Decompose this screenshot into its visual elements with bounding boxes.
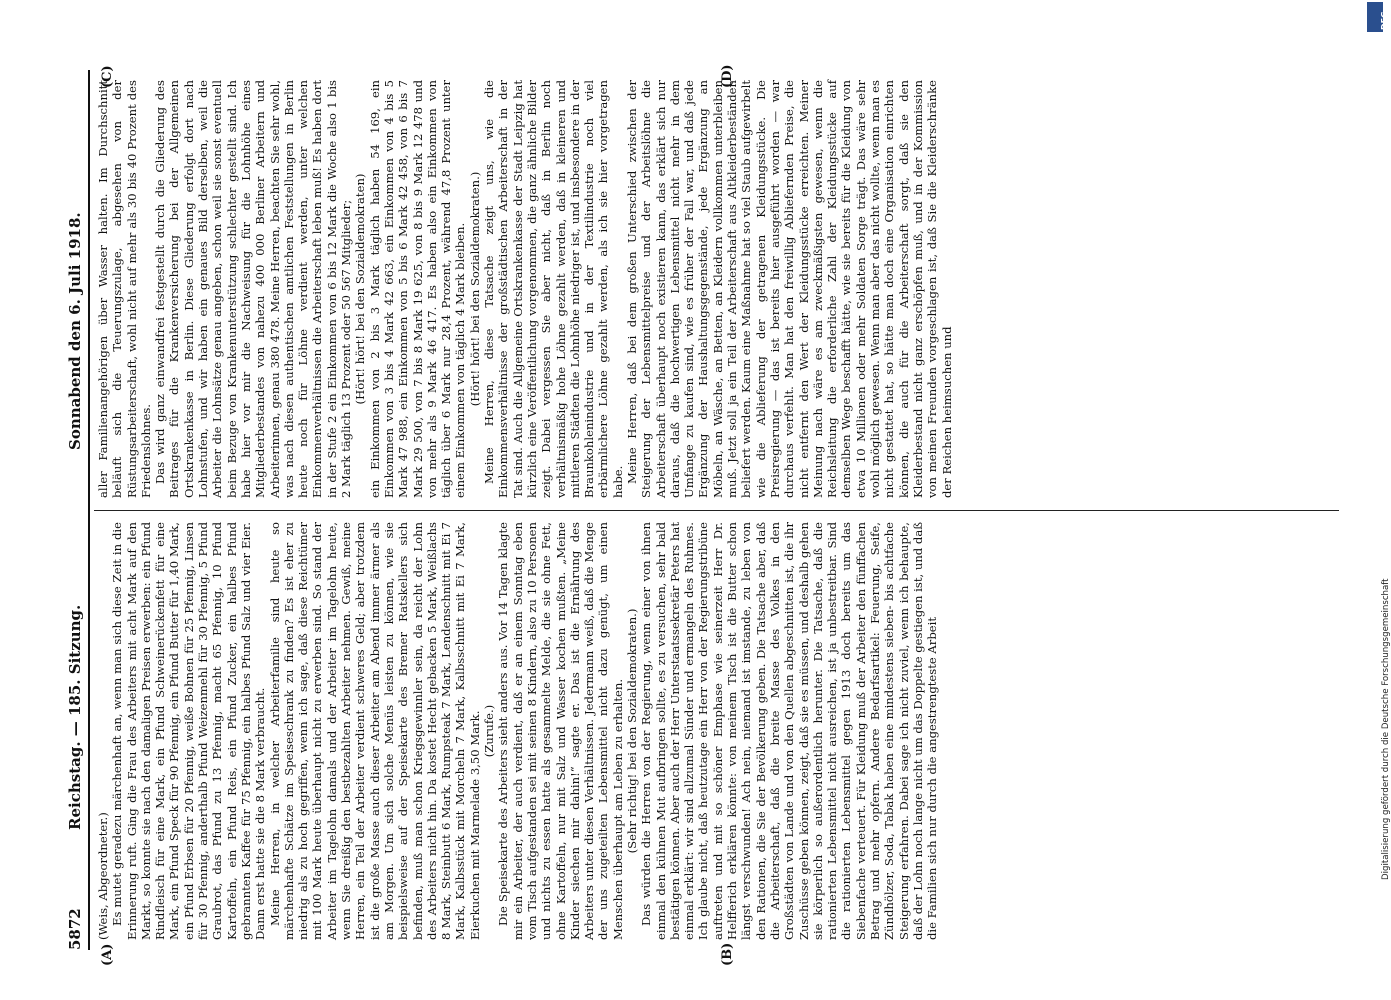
- interjection: (Hört! hört! bei den Sozialdemokraten.): [467, 171, 482, 407]
- paragraph: aller Familienangehörigen über Wasser halten. Im Durchschnitt beläuft sich die Teuerungszulage, abgesehen von der Rüstungsarbeiterschaft, wohl nicht auf mehr als 30 bis 40 Prozent des Friedenslohnes.: [96, 80, 153, 498]
- interjection: (Hört! hört! bei den Sozialdemokraten): [353, 173, 368, 405]
- paragraph: Das würden die Herren von der Regierung, wenn einer von ihnen einmal den kühnen Mut aufbringen sollte, es zu versuchen, sehr bald bestätigen können. Aber auch der Herr Unterstaatssekretär Peters hat einmal erklärt: wir sind allzumal Sünder und ermangeln des Ruhmes. Ich glaube nicht, daß heutzutage ein Herr von der Regierungstribüne auftreten und mit so schöner Emphase wie seinerzeit Herr Dr. Helfferich erklären könnte: von meinem Tisch ist die Butter schon längst verschwunden! Ach nein, niemand ist imstande, zu leben von den Rationen, die Sie der Bevölkerung geben. Die Tatsache aber, daß die Arbeiterschaft, daß die breite Masse des Volkes in den Großstädten von Lande und von den Quellen abgeschnitten ist, die ihr Zuschüsse geben können, zeigt, daß sie es müssen, und deshalb gehen sie körperlich so außerordentlich herunter. Die Tatsache, daß die rationierten Lebensmittel nicht ausreichen, ist ja unbestreitbar. Sind die rationierten Lebensmittel gegen 1913 doch bereits um das Siebenfache verteuert. Für Kleidung muß der Arbeiter den fünffachen Betrag und mehr opfern. Andere Bedarfsartikel: Feuerung, Seife, Zündhölzer, Soda, Tabak haben eine mindestens sieben- bis achtfache Steigerung erfahren. Dabei sage ich nicht zuviel, wenn ich behaupte, daß der Lohn noch lange nicht um das Doppelte gestiegen ist, und daß die Familien sich nur durch die angestrengteste Arbeit: [639, 522, 940, 940]
- interjection: (Sehr richtig! bei den Sozialdemokraten.): [624, 608, 639, 854]
- digitization-sidenote: Digitalisierung gefördert durch die Deutsche Forschungsgemeinschaft: [1381, 578, 1391, 880]
- margin-marker-b: (B): [720, 942, 735, 966]
- speaker-line: (Weis, Abgeordneter.): [96, 812, 110, 940]
- header-rule: [88, 70, 90, 950]
- margin-marker-a: (A): [100, 943, 115, 966]
- paragraph: ein Einkommen von 2 bis 3 Mark täglich haben 54 169, ein Einkommen von 3 bis 4 Mark 42 663, ein Einkommen von 4 bis 5 Mark 47 988, ein Einkommen von 5 bis 6 Mark 42 458, von 6 bis 7 Mark 29 500, von 7 bis 8 Mark 19 625, von 8 bis 9 Mark 12 478 und von mehr als 9 Mark 46 417. Es haben also ein Einkommen von täglich über 6 Mark nur 28,4 Prozent, während 47,8 Prozent unter einem Einkommen von täglich 4 Mark bleiben.: [367, 80, 468, 498]
- paragraph: Es mutet geradezu märchenhaft an, wenn man sich diese Zeit in die Erinnerung ruft. Ging die Frau des Arbeiters mit acht Mark auf den Markt, so konnte sie nach den damaligen Preisen erwerben: ein Pfund Rindfleisch für eine Mark, ein Pfund Schweinerückenfett für eine Mark, ein Pfund Speck für 90 Pfennig, ein Pfund Butter für 1,40 Mark, ein Pfund Erbsen für 20 Pfennig, weiße Bohnen für 25 Pfennig, Linsen für 30 Pfennig, anderthalb Pfund Weizenmehl für 30 Pfennig, 5 Pfund Graubrot, das Pfund zu 13 Pfennig, macht 65 Pfennig, 10 Pfund Kartoffeln, ein Pfund Reis, ein Pfund Zucker, ein halbes Pfund gebrannten Kaffee für 75 Pfennig, ein halbes Pfund Salz und vier Eier. Dann erst hatte sie die 8 Mark verbraucht.: [110, 522, 268, 940]
- margin-marker-c: (C): [100, 65, 115, 88]
- paragraph: Die Speisekarte des Arbeiters sieht anders aus. Vor 14 Tagen klagte mir ein Arbeiter, der auch verdient, daß er an einem Sonntag eben vom Tisch aufgestanden sei mit seinen 8 Kindern, also zu 10 Personen und nichts zu essen hatte als gesammelte Melde, die sie ohne Fett, ohne Kartoffeln, nur mit Salz und Wasser kochen mußten. „Meine Kinder siechen mir dahin!“ sagte er. Das ist die Ernährung des Arbeiters unter diesen Verhältnissen. Jedermann weiß, daß die Menge der uns zugeteilten Lebensmittel nicht dazu genügt, um einen Menschen überhaupt am Leben zu erhalten.: [496, 522, 625, 940]
- paragraph: Meine Herren, diese Tatsache zeigt uns, wie die Einkommensverhältnisse der großstädtischen Arbeiterschaft in der Tat sind. Auch die Allgemeine Ortskrankenkasse der Stadt Leipzig hat kürzlich eine Veröffentlichung vorgenommen, die ganz ähnliche Bilder zeigt. Dabei vergessen Sie aber nicht, daß in Berlin noch verhältnismäßig hohe Löhne gezahlt werden, daß in kleineren und mittleren Städten die Lohnhöhe niedriger ist, und insbesondere in der Braunkohlenindustrie und in der Textilindustrie noch viel erbärmlichere Löhne gezahlt werden, als ich sie hier vorgetragen habe.: [482, 80, 625, 498]
- page-header: [60, 70, 90, 950]
- page-number: 5872: [66, 908, 84, 950]
- rotated-page: [60, 64, 1340, 966]
- right-running-title: Sonnabend den 6. Juli 1918.: [66, 212, 84, 450]
- left-running-title: Reichstag. — 185. Sitzung.: [66, 604, 84, 830]
- column-divider: [94, 510, 1339, 511]
- interjection: (Zurufe.): [482, 704, 497, 758]
- paragraph: Meine Herren, in welcher Arbeiterfamilie sind heute so märchenhafte Schätze im Speiseschrank zu finden? Es ist eher zu niedrig als zu hoch gegriffen, wenn ich sage, daß diese Reichtümer mit 100 Mark heute überhaupt nicht zu erwerben sind. So stand der Arbeiter im Tagelohn damals und der Arbeiter im Tagelohn heute, wenn Sie dreißig den bestbezahlten Arbeiter nehmen. Gewiß, meine Herren, ein Teil der Arbeiter verdient schweres Geld; aber trotzdem ist die große Masse auch dieser Arbeiter am Abend immer ärmer als am Morgen. Um sich solche Menüs leisten zu können, wie sie beispielsweise auf der Speisekarte des Bremer Ratskellers sich befinden, muß man schon Kriegsgewinnler sein, da reicht der Lohn des Arbeiters nicht hin. Da kostet Hecht gebacken 5 Mark, Weißlachs 8 Mark, Steinbutt 6 Mark, Rumpsteak 7 Mark, Lendenschnitt mit Ei 7 Mark, Kalbsstück mit Morcheln 7 Mark, Kalbsschnitt mit Ei 7 Mark, Eierkuchen mit Marmelade 3,50 Mark.: [267, 522, 482, 940]
- paragraph: Das wird ganz einwandfrei festgestellt durch die Gliederung des Beitrages für die Krankenversicherung bei der Allgemeinen Ortskrankenkasse in Berlin. Diese Gliederung erfolgt dort nach Lohnstufen, und wir haben ein genaues Bild derselben, weil die Arbeiter die Lohnsätze genau angeben, schon weil sie sonst eventuell beim Bezuge von Krankenunterstützung schlechter gestellt sind. Ich habe hier vor mir die Nachweisung für die Lohnhöhe eines Mitgliederbestandes von nahezu 400 000 Berliner Arbeitern und Arbeiterinnen, genau 380 478. Meine Herren, beachten Sie sehr wohl, was nach diesen authentischen amtlichen Feststellungen in Berlin heute noch für Löhne verdient werden, unter welchen Einkommenverhältnissen die Arbeiterschaft leben muß! Es haben dort in der Stufe 2 ein Einkommen von 6 bis 12 Mark die Woche also 1 bis 2 Mark täglich 13 Prozent oder 50 567 Mitglieder;: [153, 80, 354, 498]
- right-text-column: [96, 80, 1336, 498]
- left-text-column: [96, 522, 1336, 940]
- margin-marker-d: (D): [720, 64, 735, 88]
- dfg-logo: DFG: [1367, 2, 1383, 32]
- paragraph: Meine Herren, daß bei dem großen Unterschied zwischen der Steigerung der Lebensmittelpreise und der Arbeitslöhne die Arbeiterschaft überhaupt noch existieren kann, das erklärt sich nur daraus, daß die hochwertigen Lebensmittel nicht mehr in dem Umfange zu kaufen sind, wie es früher der Fall war, und daß jede Ergänzung der Haushaltungsgegenstände, jede Ergänzung an Möbeln, an Wäsche, an Betten, an Kleidern vollkommen unterbleiben muß. Jetzt soll ja ein Teil der Arbeiterschaft aus Altkleiderbeständen beliefert werden. Kaum eine Maßnahme hat so viel Staub aufgewirbelt wie die Ablieferung der getragenen Kleidungsstücke. Die Preisregierung — das ist bereits hier ausgeführt worden — war durchaus verfehlt. Man hat den freiwillig Abliefernden Preise, die nicht entfernt den Wert der Kleidungsstücke erreichten. Meiner Meinung nach wäre es am zweckmäßigsten gewesen, wenn die Reichsleitung die erforderliche Zahl der Kleidungsstücke auf demselben Wege beschafft hätte, wie sie bereits für die Kleidung von etwa 10 Millionen oder mehr Soldaten Sorge trägt. Das wäre sehr wohl möglich gewesen. Wenn man aber das nicht wollte, wenn man es nicht gestattet hat, so hätte man doch eine Organisation einrichten können, die auch für die Arbeiterschaft sorgt, daß sie den Kleiderbestand nicht ganz erschöpfen muß, und in der Kommission von meinen Freunden vorgeschlagen ist, daß Sie die Kleiderschränke der Reichen heimsuchen und: [624, 80, 954, 498]
